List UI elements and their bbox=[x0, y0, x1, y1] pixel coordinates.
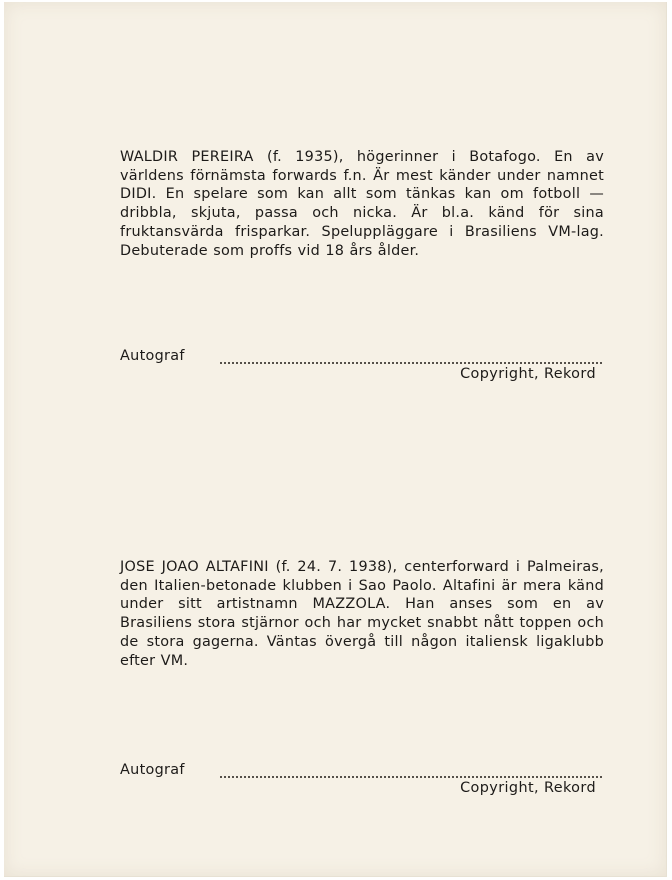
trading-card-back bbox=[4, 2, 667, 877]
autograph-label: Autograf bbox=[120, 762, 185, 778]
autograph-row bbox=[120, 762, 604, 782]
copyright-notice: Copyright, Rekord bbox=[460, 780, 596, 796]
player-bio-altafini: JOSE JOAO ALTAFINI (f. 24. 7. 1938), centerforward i Palmeiras, den Italien-betonade klubben i Sao Paolo. Altafini är mera känd under sitt artistnamn MAZZOLA. Han anses som en av Brasiliens stora stjärnor och har mycket snabbt nått toppen och de stora gagerna. Väntas övergå till någon italiensk ligaklubb efter VM. bbox=[120, 559, 604, 669]
autograph-label: Autograf bbox=[120, 348, 185, 364]
autograph-row bbox=[120, 348, 604, 368]
copyright-notice: Copyright, Rekord bbox=[460, 366, 596, 382]
player-bio-didi: WALDIR PEREIRA (f. 1935), högerinner i Botafogo. En av världens förnämsta forwards f.n. Är mest känder under namnet DIDI. En spelare som kan allt som tänkas kan om fotboll — dribbla, skjuta, passa och nicka. Är bl.a. känd för sina fruktansvärda frisparkar. Speluppläggare i Brasiliens VM-lag. Debuterade som proffs vid 18 års ålder. bbox=[120, 149, 604, 259]
autograph-signature-line bbox=[220, 776, 602, 778]
autograph-signature-line bbox=[220, 362, 602, 364]
